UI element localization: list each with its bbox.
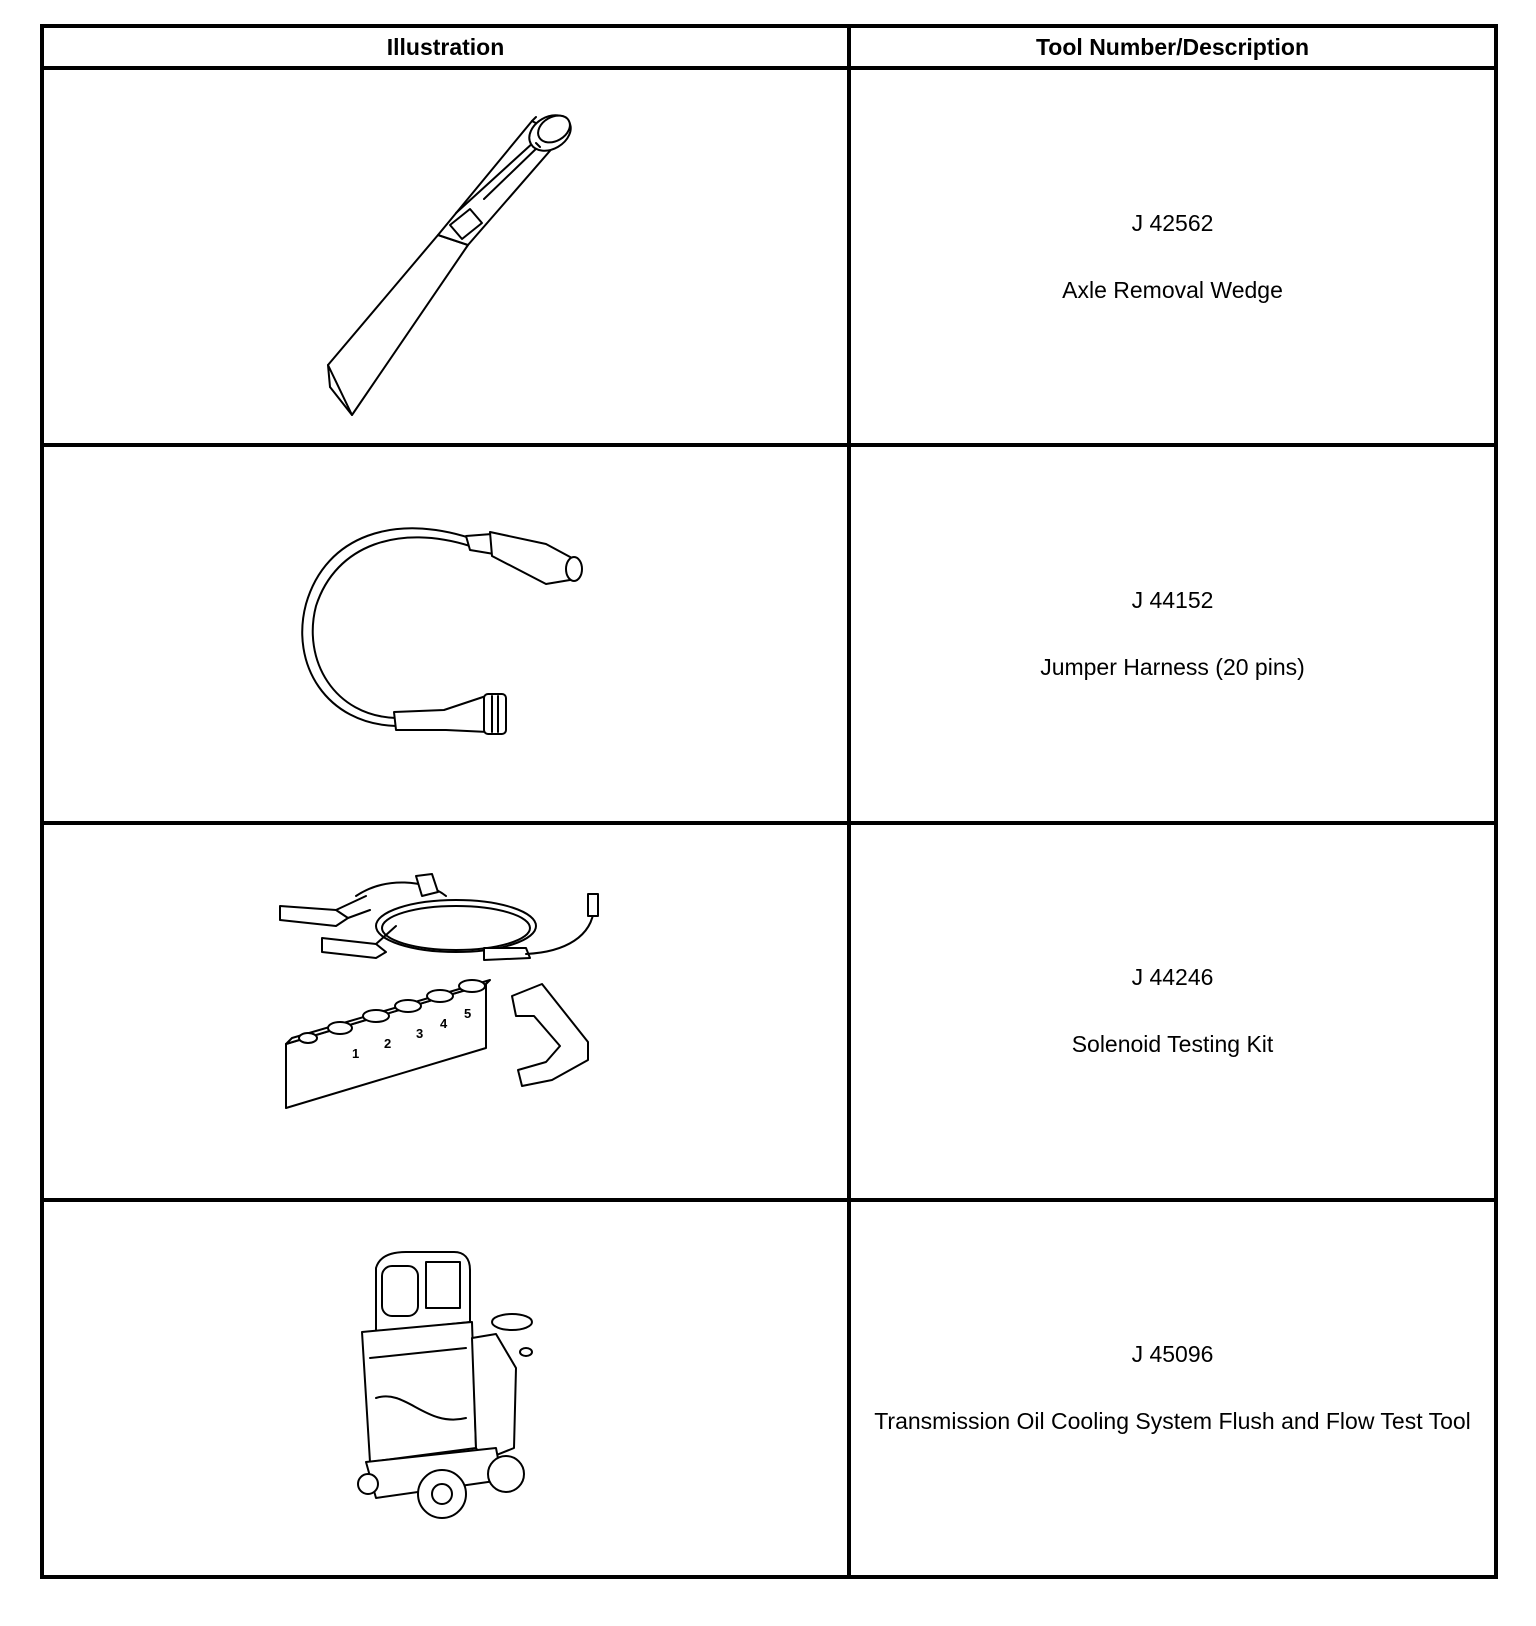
jumper-harness-icon: [286, 514, 606, 754]
tool-header: Tool Number/Description: [849, 26, 1496, 68]
kit-label: 3: [415, 1026, 423, 1042]
flush-flow-test-tool-icon: [346, 1248, 546, 1528]
tool-number: J 44246: [1131, 964, 1214, 991]
tool-cell: [849, 1200, 1496, 1577]
axle-removal-wedge-icon: [296, 97, 596, 417]
illustration-cell: [42, 445, 849, 822]
tool-number: J 44152: [1131, 586, 1214, 613]
tool-description: Axle Removal Wedge: [1062, 276, 1283, 303]
kit-label: 1: [351, 1046, 359, 1062]
table-row: [42, 823, 1496, 1200]
table-row: [42, 445, 1496, 822]
tool-cell: [849, 823, 1496, 1200]
tool-number: J 42562: [1131, 209, 1214, 236]
kit-label: 4: [439, 1016, 447, 1032]
illustration-cell: [42, 1200, 849, 1577]
illustration-cell: [42, 823, 849, 1200]
kit-label: 5: [463, 1006, 471, 1022]
header-row: [42, 26, 1496, 68]
tool-description: Transmission Oil Cooling System Flush and Flow Test Tool: [874, 1408, 1471, 1435]
tool-cell: [849, 68, 1496, 445]
tool-number: J 45096: [1131, 1341, 1214, 1368]
kit-label: 2: [383, 1036, 391, 1052]
table-row: [42, 68, 1496, 445]
solenoid-testing-kit-icon: [276, 866, 616, 1156]
table-row: [42, 1200, 1496, 1577]
tools-table: [40, 24, 1498, 1579]
tool-description: Jumper Harness (20 pins): [1040, 653, 1305, 680]
illustration-cell: [42, 68, 849, 445]
tool-cell: [849, 445, 1496, 822]
tool-description: Solenoid Testing Kit: [1071, 1031, 1274, 1058]
illustration-header: Illustration: [42, 26, 849, 68]
